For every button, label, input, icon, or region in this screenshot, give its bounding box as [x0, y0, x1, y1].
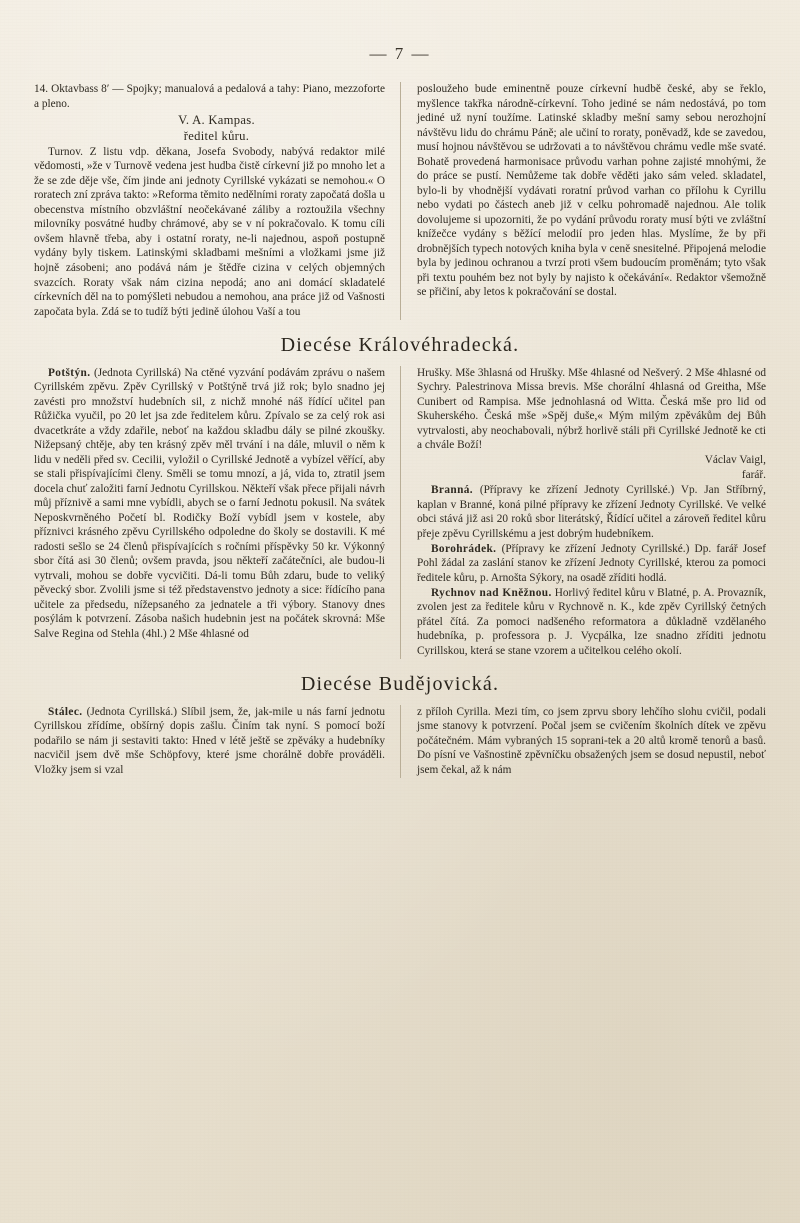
stop-list-line: 14. Oktavbass 8′ — Spojky; manualová a pedalová a tahy: Piano, mezzoforte a pleno.: [34, 83, 385, 110]
entry-text-borohradek: (Přípravy ke zřízení Jednoty Cyrillské.) Dp. farář Josef Pohl žádal za zaslání stanov ke zřízení Jednoty Cyrillské, kterou za pomoci ředitele kůru, p. Arnošta Sýkory, na osadě zříditi hodlá.: [417, 542, 766, 584]
contributor-name: V. A. Kampas.: [178, 112, 255, 127]
section-budejovicka: [34, 673, 766, 778]
section-title-2: Diecése Budějovická.: [300, 672, 500, 695]
entry-lead-stalec: Stálec.: [48, 705, 83, 718]
top-two-column-block: [34, 82, 766, 320]
report-turnov: Turnov. Z listu vdp. děkana, Josefa Svobody, nabývá redaktor milé vědomosti, »že v Turnově vedena jest hudba čistě církevní již po mnoho let a že se zde děje vše, čím jinde ani jednoty Cyrillské vykázati se nemohou.« O roratech zní zpráva takto: »Reforma těmito nedělními roraty započatá došla u obecenstva místního obzvláštní neočekávané záliby a roztoužila všechny milovníky posvátné hudby chrámové, aby se v ní pokračovalo. K tomu cíli ovšem hlavně třeba, aby i ostatní roraty, ne-li najednou, aspoň postupně vydány byly tiskem. Latinskými skladbami mešními a vložkami jsme již hojně zásobeni; ano podává nám je štědře cizina v celých objemných svazcích. Roraty však nám cizina nepodá; ano ani domácí skladatelé církevních děl na to pomýšleti nebudou a nemohou, ana práce již od Vašnosti započata byla. Zdá se to tudíž býti jedině úlohou Vaší a tou: [34, 145, 385, 318]
column-right-section-2: [400, 705, 766, 778]
column-left-top: [34, 82, 400, 320]
contributor-role: ředitel kůru.: [183, 129, 250, 144]
entry-potstyn: [34, 366, 385, 642]
section-kralovehradecka: [34, 334, 766, 659]
entry-lead-branna: Branná.: [431, 484, 474, 497]
section-title: Diecése Královéhradecká.: [280, 333, 520, 356]
entry-text-branna: (Přípravy ke zřízení Jednoty Cyrillské.) Vp. Jan Stříbrný, kaplan v Branné, koná pilné přípravy ke zřízení Jednoty Cyrillské. Ve velké obci stává již asi 20 roků sbor literátský, Řídící učitel a zároveň ředitel kůru přeje zpěvu Cyrillskému a jest dobrým hudebníkem.: [417, 484, 766, 540]
section-columns-2: [34, 705, 766, 778]
section-columns: [34, 366, 766, 659]
entry-stalec-continued: z příloh Cyrilla. Mezi tím, co jsem zprvu sbory lehčího slohu cvičil, podali jsme stanovy k potvrzení. Počal jsem se cvičením školních dítek ve zpěvu počátečném. Mám vybraných 15 soprani-tek a 20 altů kromě tenorů a basů. Do písní ve Vašnostině zpěvníčku obsažených jsem se dosud nepustil, neboť jsem čekal, až k nám: [417, 705, 766, 776]
signature-role: farář.: [741, 469, 766, 482]
entry-stalec: [34, 705, 385, 778]
entry-text-potstyn: (Jednota Cyrillská) Na ctěné vyzvání podávám zprávu o našem Cyrillském zpěvu. Zpěv Cyrillský v Potštýně trvá již rok; bylo snadno jej zavésti pro množství hudebních sil, z nichž mnohé náš řídící učitel pan Růžička vyučil, po 20 let jsa zde ředitelem kůru. Zpívalo se za celý rok asi dvacetkráte a vždy zdařile, neboť na každou skladbu dály se pilné zkoušky. Nižepsaný chtěje, aby ten krásný zpěv měl trvání i na dále, mluvil o něm k lidu v neděli před sv. Cecilii, vyložil o Cyrillské Jednotě a vybízel věřící, aby se stali přispívajícími členy. Směli se tomu mnozí, a já, vida to, ztratil jsem docela chuť založiti farní Jednotu Cyrillskou. Někteří však přece přijali návrh můj příznivě a sami mne vybídli, abych se o farní Jednotu pokusil. Na svátek Neposkvrněného Početí bl. Rodičky Boží vybídl jsem v kostele, aby příznivci krásného zpěvu Cyrillského odpoledne do školy se dostavili. K mé radosti sešlo se 24 členů přispívajících s ročními příspěvky 50 kr. Výkonný sbor čítá asi 30 členů; ovšem pravda, jsou někteří začátečníci, ale budou-li vytrvali, mohou se dobře vycvičiti. Dá-li tomu Bůh zdaru, bude to veliký pěvecký sbor. Zvolili jsme si též představenstvo jednoty a sice: řídícího pana učitele za předsedu, nížepsaného za jednatele a tři výbory. Stanovy dnes posýlám k potvrzení. Zásoba našich hudebnin jest na počátek skrovná: Mše Salve Regina od Stehla (4hl.) 2 Mše 4hlasné od: [34, 366, 385, 640]
column-right-section-1: [400, 366, 766, 659]
column-left-section-2: [34, 705, 400, 778]
entry-potstyn-continued: Hrušky. Mše 3hlasná od Hrušky. Mše 4hlasné od Nešverý. 2 Mše 4hlasné od Sychry. Palestrinova Missa brevis. Mše chorální 4hlasná od Greitha, Mše Cunibert od Rampisa. Mše jednohlasná od Witta. Česká mše pro lid od Skuherského. Česká mše »Spěj duše,« Mým milým zpěvákům dej Bůh vytrvalosti, aby neochabovali, nýbrž horlivě stáli při Cyrillské Jednotě ke cti a chvále Boží!: [417, 366, 766, 452]
report-turnov-continued: posloužeho bude eminentně pouze církevní hudbě české, aby se řeklo, myšlence takřka národně-církevní. Toho jediné se nám nedostává, po tom jediné už nyní toužíme. Latinské skladby mešní samy sebou nerozhojní návštěvu lidu do chrámu Páně; ale učiní to roraty, poněvadž, kde se zavedou, musí hojnou návštěvou se udržovati a to návštěvou chrámu vedle mše svaté. Bohatě provedená harmonisace průvodu varhan pohne zajisté mnohými, že do práce se pustí. Nemůžeme tak dobře věděti jako sám veled. skladatel, bylo-li by vhodnější vydávati roratní průvod varhan co přílohu k Cyrillu nebo vydati po částech aneb již v celku pohromadě najednou. Ale tolik dovolujeme si upozorniti, že po vydání průvodu roraty musí býti ve zvláštní knížečce vydány s běžící melodií pro jeden hlas. Myslíme, že by při drobnějších typech notových kniha byla v ceně snesitelné. Připojená melodie byla by jedinou ochranou a tvrzí proti všem budoucím proměnám; tyto však při textu pouhém bez not byly by najisto k očekávání«. Redaktor všemožně se přičiní, aby letos k pokračování se dostal.: [417, 83, 766, 299]
column-left-section-1: [34, 366, 400, 659]
entry-lead-rychnov: Rychnov nad Kněžnou.: [431, 586, 552, 599]
signature-name: Václav Vaigl,: [704, 454, 766, 467]
entry-text-rychnov: Horlivý ředitel kůru v Blatné, p. A. Provazník, zvolen jest za ředitele kůru v Rychnově n. K., kde zpěv Cyrillský četných přátel čítá. Za pomoci nadšeného reformatora a důkladně vzdělaného hudebníka, p. professora p. J. Vycpálka, lze snadno zříditi jednotu Cyrillskou, která se stane vzorem a učitelkou celého okolí.: [417, 586, 766, 657]
column-right-top: [400, 82, 766, 320]
entry-lead-potstyn: Potštýn.: [48, 366, 91, 379]
entry-text-stalec: (Jednota Cyrillská.) Slíbil jsem, že, jak-mile u nás farní jednotu Cyrillskou zřídíme, obšírný dopis zašlu. Činím tak nyní. S pomocí boží podařilo se nám ji sestaviti takto: Hned v létě ještě se zpěváky a hudebníky nacvičil jsem dvě mše Schöpfovy, které jsme chorálně dobře prováděli. Vložky jsem si vzal: [34, 705, 385, 776]
entry-branna: [417, 483, 766, 541]
entry-borohradek: [417, 542, 766, 586]
entry-rychnov: [417, 586, 766, 659]
page-number: — 7 —: [369, 44, 431, 63]
entry-lead-borohradek: Borohrádek.: [431, 542, 497, 555]
